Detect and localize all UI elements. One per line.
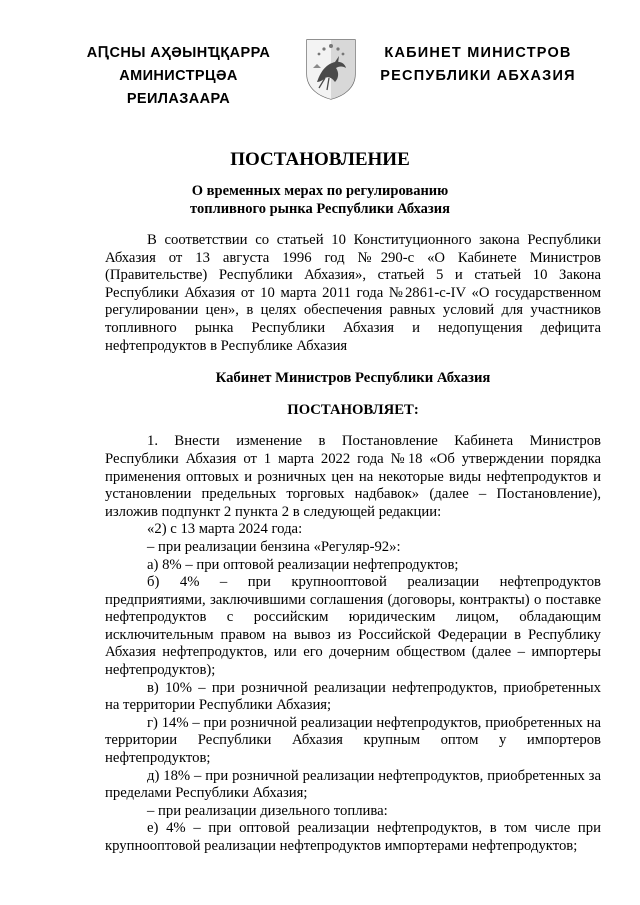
abkhazia-coat-of-arms-icon xyxy=(305,38,357,100)
petrol-header: – при реализации бензина «Регуляр-92»: xyxy=(147,538,401,555)
subtitle-line1: О временных мерах по регулированию xyxy=(191,183,449,199)
letterhead-abkhaz xyxy=(66,42,291,111)
petrol-subitem-b: б) 4% – при крупнооптовой реализации нефтепродуктов предприятиями, заключившими соглашения (договоры, контракты) о поставке нефтепродуктов с российским юридическим лицом, обладающим исключительным правом на вывоз из Российской Федерации в Республику Абхазия нефтепродуктов, или его дочерним обществом (далее – импортеры нефтепродуктов); xyxy=(105,574,601,679)
petrol-subitem-d: д) 18% – при розничной реализации нефтепродуктов, приобретенных за пределами Республики Абхазия; xyxy=(105,767,601,802)
document-subtitle xyxy=(0,182,640,218)
letterhead-russian-line1: КАБИНЕТ МИНИСТРОВ xyxy=(384,45,572,61)
diesel-subitem-e: е) 4% – при оптовой реализации нефтепродуктов, в том числе при крупнооптовой реализации нефтепродуктов импортерами нефтепродуктов; xyxy=(105,820,601,854)
item-1-paragraph: 1. Внести изменение в Постановление Кабинета Министров Республики Абхазия от 1 марта 2022 года №18 «Об утверждении порядка применения оптовых и розничных цен на некоторые виды нефтепродуктов и установлении предельных торговых надбавок» (далее – Постановление), изложив подпункт 2 пункта 2 в следующей редакции: xyxy=(105,433,601,520)
preamble-paragraph: В соответствии со статьей 10 Конституционного закона Республики Абхазия от 13 августа 1996 год №290-с «О Кабинете Министров (Правительстве) Республики Абхазия», статьей 5 и статьей 10 Закона Республики Абхазия от 10 марта 2011 года №2861-с-IV «О государственном регулировании цен», в целях обеспечения равных условий для участников топливного рынка Республики Абхазия и недопущения дефицита нефтепродуктов в Республике Абхазия xyxy=(105,232,601,354)
document-title: ПОСТАНОВЛЕНИЕ xyxy=(230,149,410,170)
subtitle-line2: топливного рынка Республики Абхазия xyxy=(190,201,450,217)
quote-start-line: «2) с 13 марта 2024 года: xyxy=(147,521,303,538)
document-body xyxy=(105,232,601,856)
letterhead-russian xyxy=(378,42,578,88)
issuing-authority: Кабинет Министров Республики Абхазия xyxy=(215,370,491,387)
decree-heading: ПОСТАНОВЛЯЕТ: xyxy=(287,401,419,418)
petrol-subitem-v: в) 10% – при розничной реализации нефтепродуктов, приобретенных на территории Республики Абхазия; xyxy=(105,679,601,714)
letterhead-abkhaz-line1: АԤСНЫ АҲӘЫНҴҚАРРА xyxy=(86,45,271,61)
petrol-subitem-g: г) 14% – при розничной реализации нефтепродуктов, приобретенных на территории Республики Абхазия крупным оптом у импортеров нефтепродуктов; xyxy=(105,714,601,767)
letterhead-abkhaz-line2: АМИНИСТРЦӘА РЕИЛАЗААРА xyxy=(119,68,238,107)
letterhead-russian-line2: РЕСПУБЛИКИ АБХАЗИЯ xyxy=(380,68,576,84)
petrol-subitem-a: а) 8% – при оптовой реализации нефтепродуктов; xyxy=(147,556,459,573)
diesel-header: – при реализации дизельного топлива: xyxy=(147,802,388,819)
